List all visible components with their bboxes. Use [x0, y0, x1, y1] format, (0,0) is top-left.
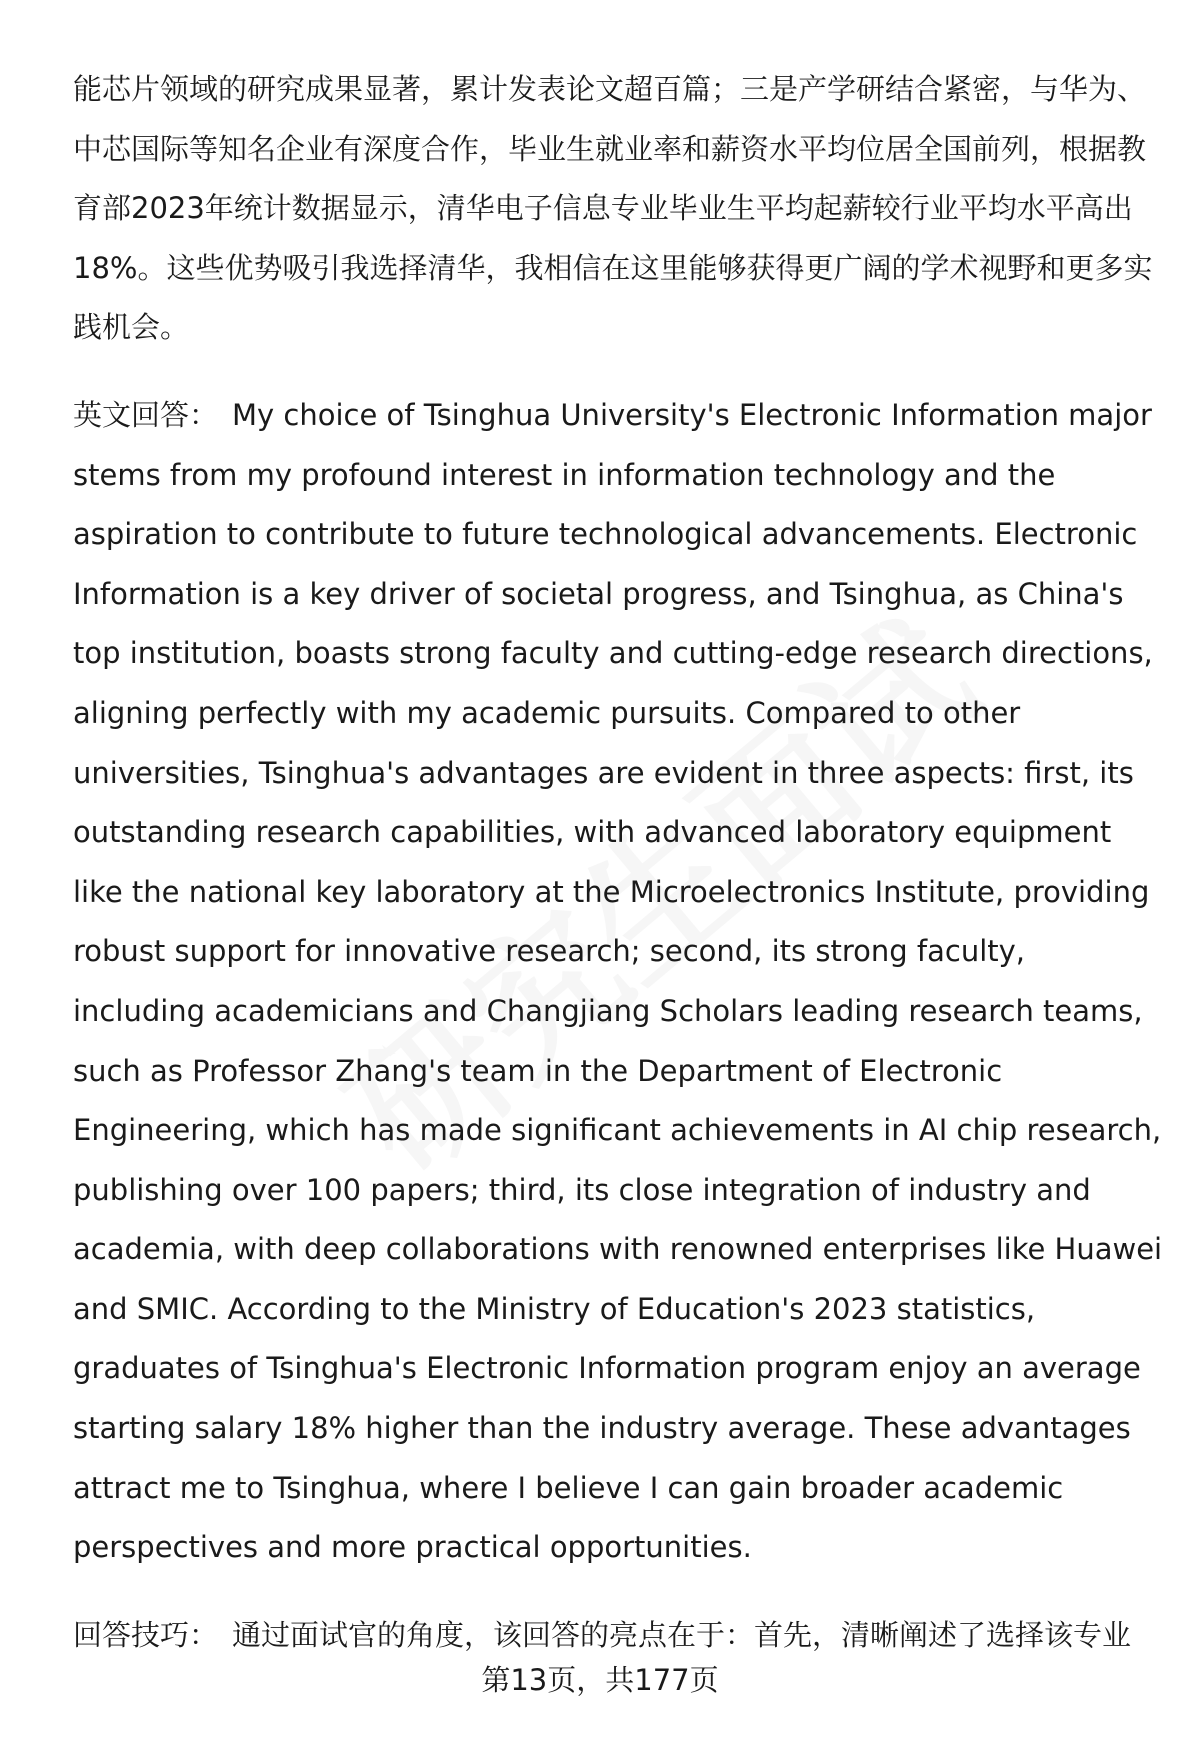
english-answer-label: 英文回答：: [73, 397, 219, 432]
english-answer-text: My choice of Tsinghua University's Electronic Information major stems from my profound interest in information technology and the aspiration to contribute to future technological advancements. Electronic Information is a key driver of societal progress, and Tsinghua, as China's top institution, boasts strong faculty and cutting-edge research directions, aligning perfectly with my academic pursuits. Compared to other universities, Tsinghua's advantages are evident in three aspects: first, its outstanding research capabilities, with advanced laboratory equipment like the national key laboratory at the Microelectronics Institute, providing robust support for innovative research; second, its strong faculty, including academicians and Changjiang Scholars leading research teams, such as Professor Zhang's team in the Department of Electronic Engineering, which has made significant achievements in AI chip research, publishing over 100 papers; third, its close integration of industry and academia, with deep collaborations with renowned enterprises like Huawei and SMIC. According to the Ministry of Education's 2023 statistics, graduates of Tsinghua's Electronic Information program enjoy an average starting salary 18% higher than the industry average. These advantages attract me to Tsinghua, where I believe I can gain broader academic perspectives and more practical opportunities.: [73, 397, 1163, 1565]
english-answer-paragraph: [73, 386, 1163, 1578]
continuation-paragraph: 能芯片领域的研究成果显著，累计发表论文超百篇；三是产学研结合紧密，与华为、中芯国际等知名企业有深度合作，毕业生就业率和薪资水平均位居全国前列，根据教育部2023年统计数据显示，清华电子信息专业毕业生平均起薪较行业平均水平高出18%。这些优势吸引我选择清华，我相信在这里能够获得更广阔的学术视野和更多实践机会。: [73, 72, 1153, 345]
answer-tips-paragraph: [73, 1606, 1163, 1666]
page-footer: 第13页，共177页: [481, 1663, 719, 1697]
answer-tips-label: 回答技巧：: [73, 1617, 219, 1652]
answer-tips-text: 通过面试官的角度，该回答的亮点在于：首先，清晰阐述了选择该专业: [232, 1617, 1132, 1652]
document-body: [73, 60, 1163, 1665]
